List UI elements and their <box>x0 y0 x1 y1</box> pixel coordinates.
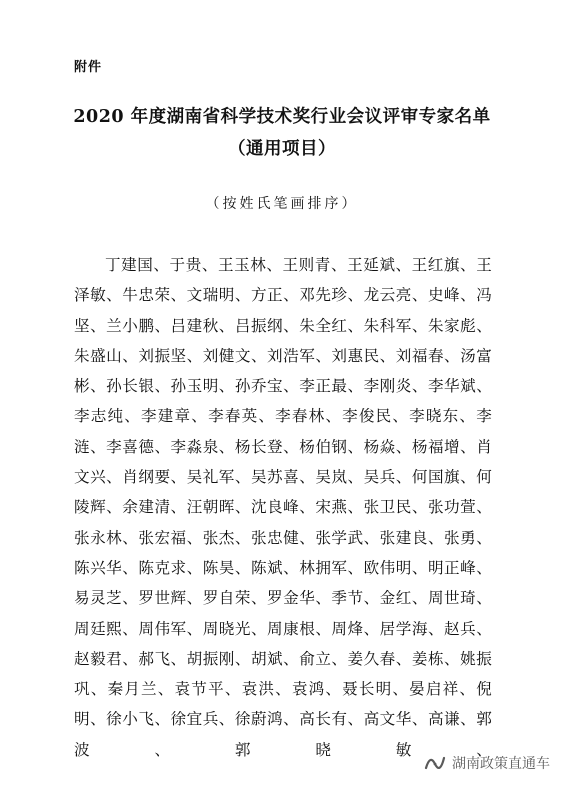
watermark-text: 湖南政策直通车 <box>452 756 550 772</box>
wechat-channel-icon <box>424 754 446 772</box>
attachment-label: 附件 <box>74 60 103 75</box>
sort-order-note: （按姓氏笔画排序） <box>205 196 359 212</box>
document-title-category: （通用项目） <box>228 139 336 159</box>
account-watermark <box>424 753 550 773</box>
document-title: 2020 年度湖南省科学技术奖行业会议评审专家名单 <box>73 107 491 127</box>
expert-name-list: 丁建国、于贵、王玉林、王则青、王延斌、王红旗、王泽敏、牛忠荣、文瑞明、方正、邓先珍、龙云亮、史峰、冯坚、兰小鹏、吕建秋、吕振纲、朱全红、朱科军、朱家彪、朱盛山、刘振坚、刘健文、刘浩军、刘惠民、刘福春、汤富彬、孙长银、孙玉明、孙乔宝、李正最、李刚炎、李华斌、李志纯、李建章、李春英、李春林、李俊民、李晓东、李涟、李喜德、李淼泉、杨长登、杨伯钢、杨焱、杨福增、肖文兴、肖纲要、吴礼军、吴苏喜、吴岚、吴兵、何国旗、何陵辉、余建清、汪朝晖、沈良峰、宋燕、张卫民、张功萱、张永林、张宏福、张杰、张忠健、张学武、张建良、张勇、陈兴华、陈克求、陈昊、陈斌、林拥军、欧伟明、明正峰、易灵芝、罗世辉、罗自荣、罗金华、季节、金红、周世琦、周廷熙、周伟军、周晓光、周康根、周烽、居学海、赵兵、赵毅君、郝飞、胡振刚、胡斌、俞立、姜久春、姜栋、姚振巩、秦月兰、袁节平、袁洪、袁鸿、聂长明、晏启祥、倪明、徐小飞、徐宜兵、徐蔚鸿、高长有、高文华、高谦、郭波、郭晓敏、 <box>74 256 492 759</box>
